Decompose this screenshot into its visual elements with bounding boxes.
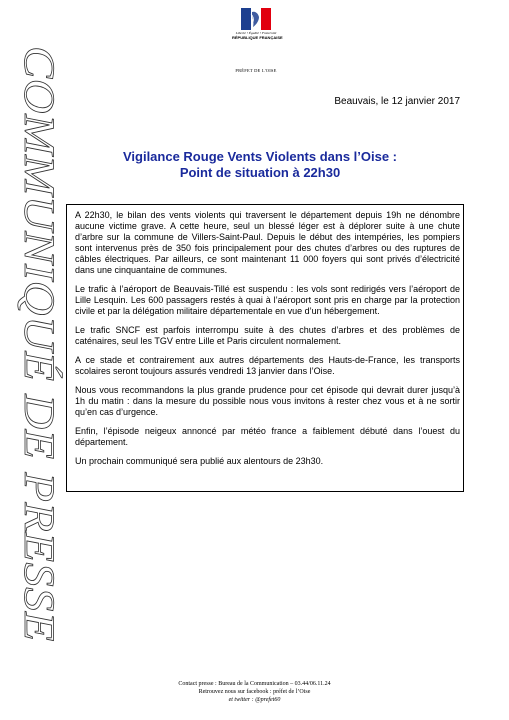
paragraph: A ce stade et contrairement aux autres départements des Hauts-de-France, les transports scolaires seront toujours assurés vendredi 13 janvier dans l’Oise.	[75, 355, 460, 376]
prefecture-label: PRÉFET DE L'OISE	[235, 68, 277, 73]
footer	[0, 680, 509, 704]
paragraph: Nous vous recommandons la plus grande prudence pour cet épisode qui devrait durer jusqu’à 1h du matin : dans la mesure du possible nous vous invitons à rester chez vous et à ne sortir qu’en cas d’urgence.	[75, 385, 460, 417]
marianne-logo	[232, 8, 283, 40]
side-title	[11, 46, 62, 646]
date-line: Beauvais, le 12 janvier 2017	[334, 96, 460, 107]
paragraph: Enfin, l’épisode neigeux annoncé par météo france a faiblement débuté dans l’ouest du département.	[75, 426, 460, 447]
paragraph: Le trafic à l’aéroport de Beauvais-Tillé est suspendu : les vols sont redirigés vers l’aéroport de Lille Lesquin. Les 600 passagers restés à quai à l’aéroport sont pris en charge par la protection civile et par la délégation militaire départementale en vue d’un hébergement.	[75, 284, 460, 316]
marianne-emblem-icon	[241, 8, 271, 30]
side-title-text: COMMUNIQUÉ DE PRESSE	[15, 46, 62, 577]
headline	[60, 149, 460, 181]
body-text	[75, 210, 460, 475]
footer-facebook: Retrouvez nous sur facebook : préfet de l’Oise	[198, 689, 311, 695]
footer-twitter: et twitter : @prefet60	[228, 697, 281, 703]
paragraph: Le trafic SNCF est parfois interrompu suite à des chutes d’arbres et des problèmes de caténaires, seul les TGV entre Lille et Paris circulent normalement.	[75, 325, 460, 346]
logo-republic: RÉPUBLIQUE FRANÇAISE	[232, 35, 283, 40]
headline-line-1: Vigilance Rouge Vents Violents dans l’Oise :	[122, 149, 398, 164]
logo-motto: Liberté • Égalité • Fraternité	[235, 31, 277, 35]
footer-contact: Contact presse : Bureau de la Communication – 03.44/06.11.24	[178, 681, 331, 687]
paragraph: A 22h30, le bilan des vents violents qui traversent le département depuis 19h ne dénombre aucune victime grave. A cette heure, seul un blessé léger est à déplorer suite à une chute d’arbre sur la commune de Villers-Saint-Paul. Depuis le début des intempéries, les pompiers sont intervenus près de 350 fois principalement pour des chutes d’arbres ou des ruptures de câbles électriques. Par ailleurs, ce sont maintenant 11 000 foyers qui sont privés d’électricité dans une cinquantaine de communes.	[75, 210, 460, 275]
headline-line-2: Point de situation à 22h30	[179, 165, 341, 180]
paragraph: Un prochain communiqué sera publié aux alentours de 23h30.	[75, 456, 324, 466]
